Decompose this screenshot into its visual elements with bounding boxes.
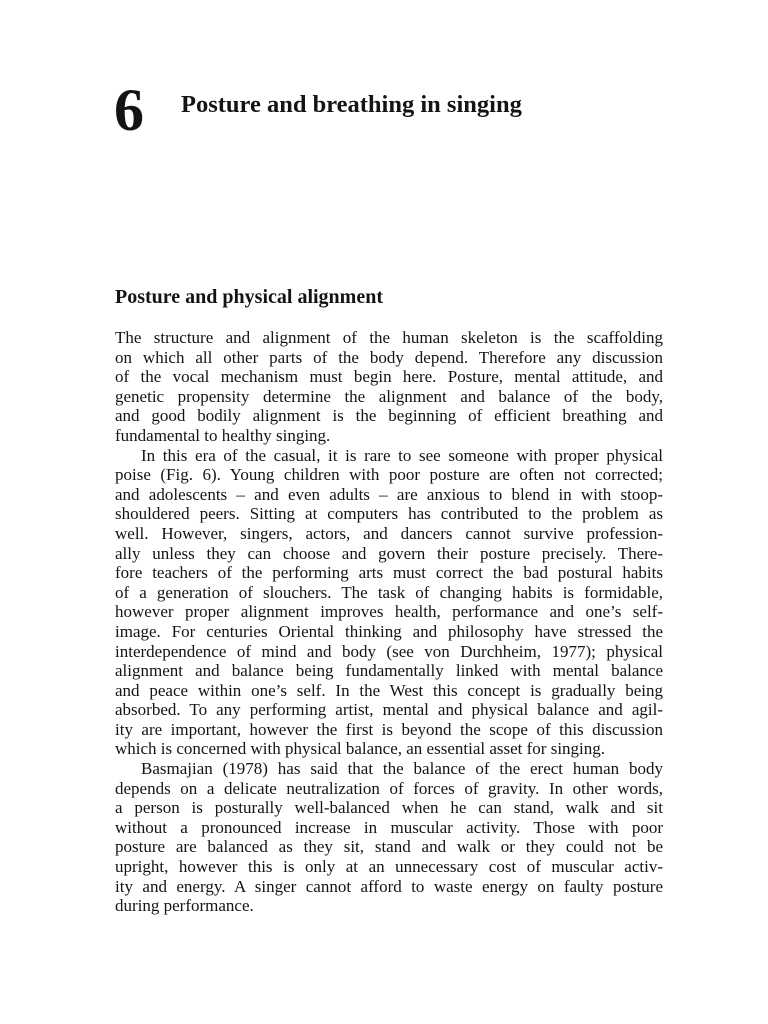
text-line: and good bodily alignment is the beginning of efficient breathing and (115, 406, 663, 426)
text-line: upright, however this is only at an unnecessary cost of muscular activ- (115, 857, 663, 877)
text-line: alignment and balance being fundamentally linked with mental balance (115, 661, 663, 681)
text-line: fore teachers of the performing arts must correct the bad postural habits (115, 563, 663, 583)
text-line: Basmajian (1978) has said that the balance of the erect human body (141, 759, 663, 779)
text-line: a person is posturally well-balanced when he can stand, walk and sit (115, 798, 663, 818)
text-line: of a generation of slouchers. The task of changing habits is formidable, (115, 582, 663, 602)
text-line: shouldered peers. Sitting at computers has contributed to the problem as (115, 504, 663, 524)
text-line: however proper alignment improves health, performance and one’s self- (115, 602, 663, 622)
paragraph-2 (115, 446, 663, 760)
text-line: on which all other parts of the body depend. Therefore any discussion (115, 347, 663, 367)
text-line: of the vocal mechanism must begin here. Posture, mental attitude, and (115, 367, 663, 387)
text-line: during performance. (115, 896, 254, 916)
text-line: ity and energy. A singer cannot afford to waste energy on faulty posture (115, 876, 663, 896)
text-line: posture are balanced as they sit, stand and walk or they could not be (115, 837, 663, 857)
text-line: which is concerned with physical balance, an essential asset for singing. (115, 739, 606, 759)
text-line: absorbed. To any performing artist, mental and physical balance and agil- (115, 700, 663, 720)
section-heading: Posture and physical alignment (115, 286, 383, 308)
text-line: depends on a delicate neutralization of forces of gravity. In other words, (115, 778, 663, 798)
body-text (115, 328, 663, 916)
paragraph-1 (115, 328, 663, 446)
text-line: without a pronounced increase in muscular activity. Those with poor (115, 817, 663, 837)
text-line: ity are important, however the first is beyond the scope of this discussion (115, 719, 663, 739)
text-line: genetic propensity determine the alignment and balance of the body, (115, 386, 663, 406)
text-line: image. For centuries Oriental thinking and philosophy have stressed the (115, 621, 663, 641)
paragraph-3 (115, 759, 663, 916)
text-line: In this era of the casual, it is rare to see someone with proper physical (141, 445, 663, 465)
chapter-number: 6 (114, 77, 144, 143)
chapter-title: Posture and breathing in singing (181, 91, 522, 118)
text-line: well. However, singers, actors, and dancers cannot survive profession- (115, 523, 663, 543)
text-line: ally unless they can choose and govern their posture precisely. There- (115, 543, 663, 563)
text-line: and adolescents – and even adults – are anxious to blend in with stoop- (115, 484, 663, 504)
text-line: fundamental to healthy singing. (115, 425, 331, 445)
text-line: interdependence of mind and body (see von Durchheim, 1977); physical (115, 641, 663, 661)
text-line: poise (Fig. 6). Young children with poor posture are often not corrected; (115, 465, 663, 485)
text-line: and peace within one’s self. In the West this concept is gradually being (115, 680, 663, 700)
text-line: The structure and alignment of the human skeleton is the scaffolding (115, 328, 663, 347)
